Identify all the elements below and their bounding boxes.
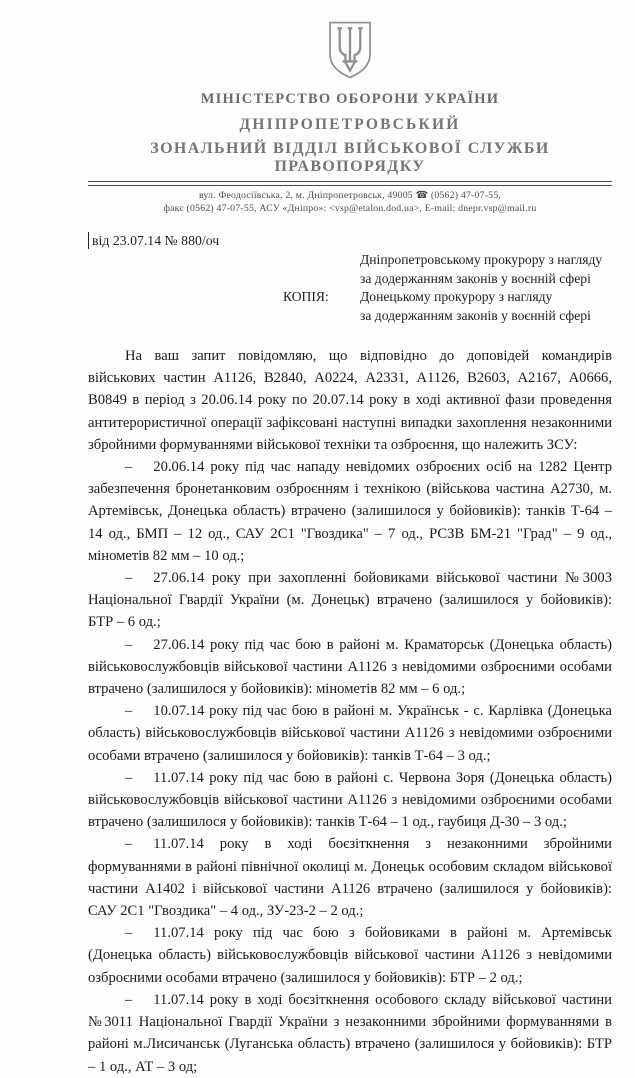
recipients-block — [88, 251, 612, 331]
letterhead-divider — [88, 181, 612, 186]
loss-item-text: 20.06.14 року під час нападу невідомих озброєних осіб на 1282 Центр забезпечення бронетанковим озброєнням і технікою (військова частина А2730, м. Артемівськ, Донецька область) втрачено (залишилося у бойовиків): танків Т-64 – 14 од., БМП – 12 од., САУ 2С1 "Гвоздика" – 7 од., РСЗВ БМ-21 "Град" – 9 од., мінометів 82 мм – 10 од.; — [88, 459, 612, 564]
address-line1-phone: (0562) 47-07-55, — [430, 190, 502, 201]
loss-item — [88, 634, 612, 701]
document-body — [88, 345, 612, 1078]
loss-item — [88, 922, 612, 989]
intro-paragraph: На ваш запит повідомляю, що відповідно до доповідей командирів військових частин А1126, В2840, А0224, А2331, А1126, В2603, А2167, А0666, В0849 в період з 20.06.14 року по 20.07.14 року в ході активної фази проведення антитерористичної операції зафіксовані наступні випадки захоплення незаконними збройними формуваннями військової техніки та озброєння, що належить ЗСУ: — [88, 348, 612, 453]
address-line2-contacts: факс (0562) 47-07-55, АСУ «Дніпро»: <vsp@etalon.dod.ua>, E-mail: dnepr.vsp@mail.ru — [163, 202, 537, 214]
primary-recipient-line1: Дніпропетровському прокурору з нагляду — [360, 252, 603, 267]
dash-marker: – — [125, 459, 133, 476]
ukraine-trident-emblem-icon — [326, 20, 374, 85]
loss-item-text: 27.06.14 року під час бою в районі м. Краматорськ (Донецька область) військовослужбовців військової частини А1126 з невідомими озброєними особами втрачено (залишилося у бойовиків): мінометів 82 мм – 6 од.; — [88, 636, 612, 698]
phone-icon: ☎ — [415, 190, 429, 201]
letterhead-address — [88, 190, 612, 215]
document-content — [88, 0, 612, 1078]
dash-marker: – — [125, 703, 133, 720]
loss-item — [88, 567, 612, 634]
reference-number: від 23.07.14 № 880/оч — [88, 232, 219, 249]
loss-item-text: 11.07.14 року під час бою в районі с. Червона Зоря (Донецька область) військовослужбовців військової частини А1126 з невідомими озброєними особами втрачено (залишилося у бойовиків): танків Т-64 – 1 од., гаубиця Д-30 – 3 од.; — [88, 769, 612, 831]
dash-marker: – — [125, 925, 133, 942]
copy-label: КОПІЯ: — [283, 289, 329, 304]
recipient-lines — [360, 251, 620, 325]
loss-item-text: 11.07.14 року в ході боєзіткнення з незаконними збройними формуваннями в районі північної околиці м. Донецьк особовим складом військової частини А1402 і військової частини А1126 втрачено (залишилося у бойовиків): САУ 2С1 "Гвоздика" – 4 од., ЗУ-23-2 – 2 од.; — [88, 836, 612, 920]
copy-recipient-line1: Донецькому прокурору з нагляду — [360, 289, 553, 304]
dash-marker: – — [125, 636, 133, 653]
copy-recipient-line2: за додержанням законів у воєнній сфері — [360, 307, 591, 323]
dash-marker: – — [125, 769, 133, 786]
dash-marker: – — [125, 570, 133, 587]
ministry-title: МІНІСТЕРСТВО ОБОРОНИ УКРАЇНИ — [200, 91, 500, 107]
loss-item — [88, 833, 612, 922]
office-name-line1: ДНІПРОПЕТРОВСЬКИЙ — [239, 116, 461, 133]
loss-item — [88, 767, 612, 834]
loss-item — [88, 456, 612, 567]
address-line1-street: вул. Феодосіївська, 2, м. Дніпропетровськ, 49005 — [198, 190, 413, 201]
letterhead — [88, 0, 612, 215]
loss-item-text: 11.07.14 року в ході боєзіткнення особового складу військової частини №3011 Національної Гвардії України з незаконними збройними формуваннями в районі м.Лисичанськ (Луганська область) втрачено (залишилося у бойовиків): БТР – 1 од., АТ – 3 од; — [88, 991, 612, 1075]
dash-marker: – — [125, 991, 133, 1008]
emblem-wrap — [88, 20, 612, 85]
loss-item — [88, 700, 612, 767]
loss-item-text: 11.07.14 року під час бою з бойовиками в районі м. Артемівськ (Донецька область) військовослужбовців військової частини А1126 з невідомими озброєними особами втрачено (залишилося у бойовиків): БТР – 2 од.; — [88, 925, 612, 986]
office-name-line2: ЗОНАЛЬНИЙ ВІДДІЛ ВІЙСЬКОВОЇ СЛУЖБИ ПРАВОПОРЯДКУ — [150, 140, 550, 175]
primary-recipient-line2: за додержанням законів у воєнній сфері — [360, 270, 591, 286]
dash-marker: – — [125, 836, 133, 853]
loss-item-text: 10.07.14 року під час бою в районі м. Українськ - с. Карлівка (Донецька область) військовослужбовців військової частини А1126 з невідомими озброєними особами втрачено (залишилося у бойовиків): танків Т-64 – 3 од.; — [88, 703, 612, 764]
loss-item-text: 27.06.14 року при захопленні бойовиками військової частини №3003 Національної Гвардії України (м. Донецьк) втрачено (залишилося у бойовиків): БТР – 6 од.; — [88, 570, 612, 631]
loss-item — [88, 989, 612, 1078]
